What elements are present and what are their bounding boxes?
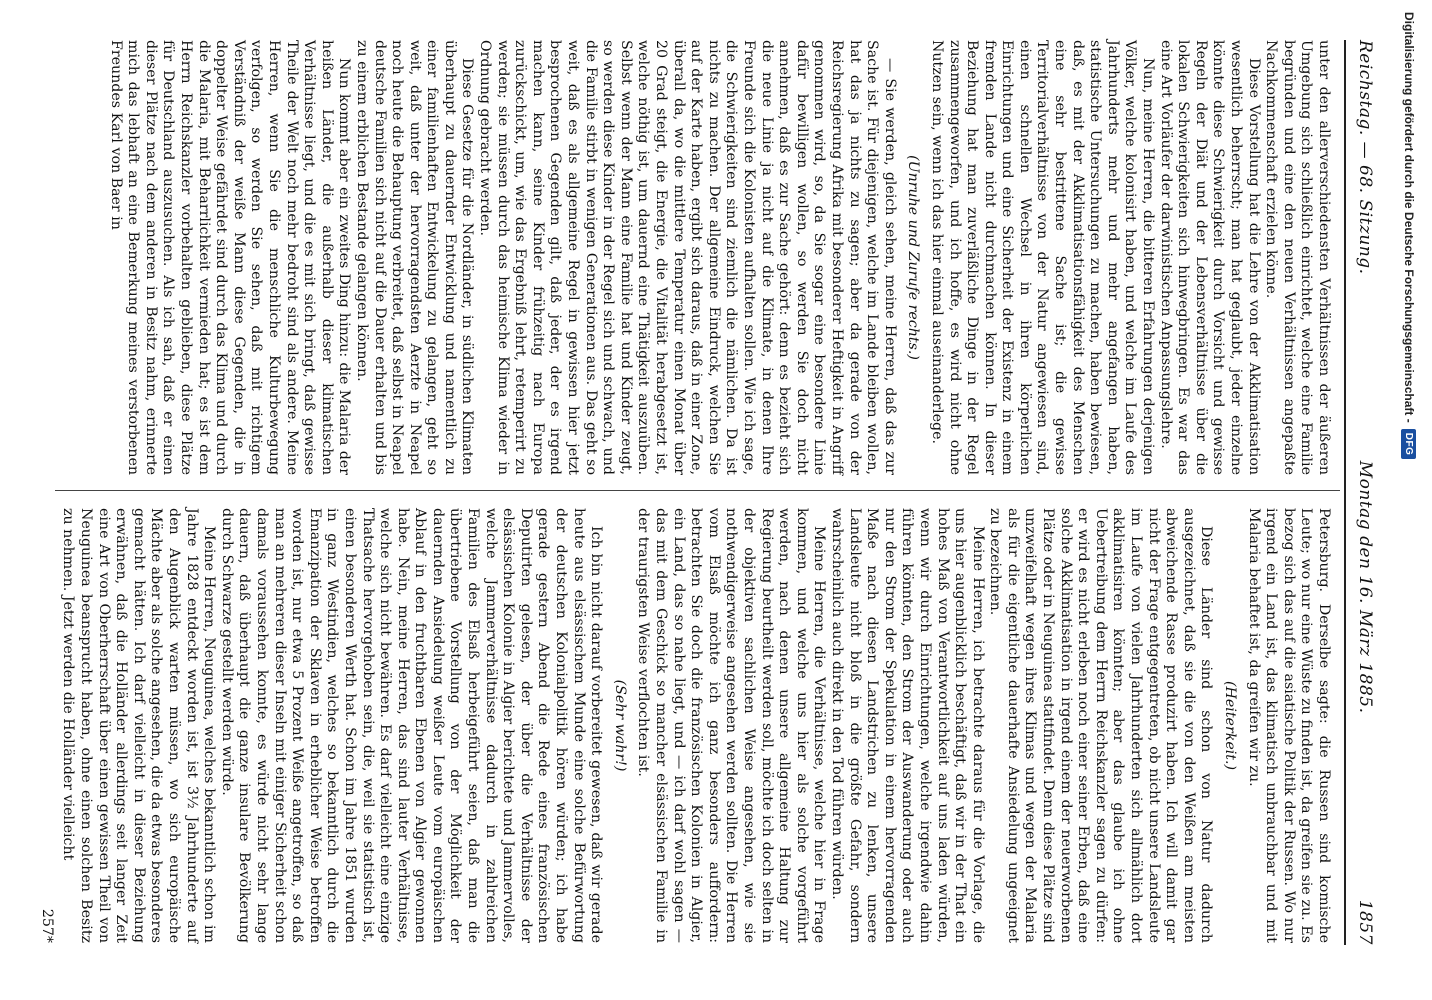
header-date: Montag den 16. März 1885.: [1355, 460, 1375, 714]
paragraph: — Sie werden, gleich sehen, meine Herren, daß das zur Sache ist. Für diejenigen, welche im Lande bleiben wollen, hat das ja nichts zu sagen; aber da gerade von der Reichsregierung Afrika mit besonderer Heftigkeit in Angriff genommen wird, so, da Sie sogar eine besondere Linie dafür bewilligen wollen, so werden Sie doch nicht annehmen, daß es zur Sache gehört: denn es bezieht sich die neue Linie ja nicht auf die Klimate, in denen Ihre Freunde sich die Kolonisten aufhalten sollen. Wie ich sage, die Schwierigkeiten sind ziemlich die nämlichen. Da ist nichts zu machen. Der allgemeine Eindruck, welchen Sie auf der Karte haben, ergibt sich daraus, daß in einer Zone, überall da, wo die mittlere Temperatur einen Monat über 20 Grad steigt, die Energie, die Vitalität herabgesetzt ist, welche nöthig ist, um dauernd eine Thätigkeit auszuüben. Selbst wenn der Mann eine Familie hat und Kinder zeugt, so werden diese Kinder in der Regel sich und schwach, und die Familie stirbt in wenigen Generationen aus. Das geht so weit, daß es als allgemeine Regel in gewissen hier jetzt besprochenen Gegenden gilt, daß jeder, der es irgend machen kann, seine Kinder frühzeitig nach Europa zurückschickt, um, wie das Ergebniß lehrt, retemperirt zu werden; sie müssen durch das heimische Klima wieder in Ordnung gebracht werden.: [477, 40, 898, 475]
paragraph: Diese Länder sind schon von Natur dadurch ausgezeichnet, daß sie die von den Weißen am meisten abweichende Rasse produzirt haben. Ich will damit gar nicht der Frage entgegentreten, ob nicht unsere Landsleute im Laufe von vielen Jahrhunderten sich allmählich dort akklimatisiren könnten; aber das glaube ich ohne Uebertreibung dem Herrn Reichskanzler sagen zu dürfen: er wird es nicht erleben noch einer seiner Erben, daß eine solche Akklimatisation in irgend einem der neuerworbenen Plätze oder in Neuguinea stattfindet. Denn diese Plätze sind unzweifelhaft wegen ihres Klimas und wegen der Malaria als für die eigentliche dauerhafte Ansiedelung ungeeignet zu bezeichnen.: [987, 508, 1215, 943]
rotated-document-page: [38, 40, 1380, 945]
interjection: (Heiterkeit.): [1222, 681, 1239, 770]
right-column: [38, 508, 1332, 943]
interjection: (Sehr wahr!): [611, 679, 628, 772]
paragraph: Meine Herren, die Verhältnisse, welche hier in Frage kommen, und welche uns hier als solche vorgeführt werden, nach denen unsere allgemeine Haltung zur Regierung beurtheilt werden soll, möchte ich doch selten in der objektiven sachlichen Weise angesehen, wie sie nothwendigerweise angesehen werden sollten. Die Herren vom Elsaß möchte ich ganz besonders auffordern: betrachten Sie doch die französischen Kolonien in Algier, ein Land, das so nahe liegt, und — ich darf wohl sagen — das mit dem Geschick so mancher elsässischen Familie in der traurigsten Weise verflochten ist.: [635, 508, 828, 943]
header-session: Reichstag. — 68. Sitzung.: [1355, 40, 1375, 275]
signature-mark: 257*: [38, 908, 55, 943]
paragraph: Petersburg. Derselbe sagte: die Russen sind komische Leute; wo nur eine Wüste zu finden ist, da greifen sie zu. Es bezog sich das auf die asiatische Politik der Russen. Wo nur irgend ein Land ist, das klimatisch unbrauchbar und mit Malaria behaftet ist, da greifen wir zu.: [1245, 508, 1332, 943]
paragraph: Nun, meine Herren, die bitteren Erfahrungen derjenigen Völker, welche kolonisirt haben, und welche im Laufe des Jahrhunderts mehr und mehr angefangen haben, statistische Untersuchungen zu machen, haben bewiesen, daß, es mit der Akklimatisationsfähigkeit des Menschen eine sehr bestrittene Sache ist; die gewisse Territorialverhältnisse von der Natur angewiesen sind, einen schnellen Wechsel in ihren körperlichen Einrichtungen und eine Sicherheit der Existenz in einem fremden Lande nicht durchmachen können. In dieser Beziehung hat man zuverläßliche Dinge in der Regel zusammengeworfen, und ich hoffe, es wird nicht ohne Nutzen sein, wenn ich das hier einmal auseinanderlege.: [928, 40, 1157, 475]
paragraph: Meine Herren, ich betrachte daraus für die Vorlage, die uns hier augenblicklich beschäftigt, daß wir in der That ein hohes Maß von Verantwortlichkeit auf uns laden würden, wenn wir durch Einrichtungen, welche irgendwie dahin führen könnten, den Strom der Auswanderung oder auch nur den Strom der Spekulation in einem hervorragenden Maße nach diesen Landstrichen zu lenken, unsere Landsleute nicht bloß in die größte Gefahr, sondern wahrscheinlich auch direkt in den Tod führen würden.: [828, 508, 986, 943]
paragraph: Ich bin nicht darauf vorbereitet gewesen, daß wir gerade heute aus elsässischem Munde eine solche Befürwortung der deutschen Kolonialpolitik hören würden; ich habe gerade gestern Abend die Rede eines französischen Deputirten gelesen, der über die Verhältnisse der elsässischen Kolonie in Algier berichtete und Jammervolles, welche Jammerverhältnisse dadurch in zahlreichen Familien des Elsaß herbeigeführt seien, daß man die übertriebene Vorstellung von der Möglichkeit der dauernden Ansiedelung weißer Leute vom europäischen Ablauf in den fruchtbaren Ebenen von Algier gewonnen habe. Nein, meine Herren, das sind lauter Verhältnisse, welche sich nicht bewähren. Es darf vielleicht eine einzige Thatsache hervorgehoben sein, die, weil sie statistisch ist, einen besonderen Werth hat. Schon im Jahre 1851 wurden in ganz Westindien, welches so bekanntlich durch die Emanzipation der Sklaven in erheblicher Weise betroffen worden ist, nur etwa 5 Prozent Weiße angetroffen, so daß man an mehreren dieser Inseln mit einiger Sicherheit schon damals voraussehen konnte, es würde nicht sehr lange dauern, daß überhaupt die ganze insulare Bevölkerung durch Schwarze gestellt werden würde.: [218, 508, 605, 943]
paragraph: Diese Gesetze für die Nordländer, in südlichen Klimaten überhaupt zu dauernder Entwicklung und namentlich zu einer familienhaften Entwickelung zu gelangen, geht so weit, daß unter der hervorragendsten Aerzte in Neapel noch heute die Behauptung verbreitet, daß selbst in Neapel deutsche Familien sich nicht auf die Dauer erhalten und bis zu einem erblichen Bestande gelangen können.: [353, 40, 476, 475]
left-column: [52, 40, 1332, 475]
interjection: (Unruhe und Zurufe rechts.): [905, 155, 922, 360]
running-head: [1350, 40, 1380, 945]
header-rule: [1344, 40, 1346, 945]
paragraph: Diese Vorstellung hat die Lehre von der Akklimatisation wesentlich beherrscht; man hat geglaubt, jeder einzelne könnte diese Schwierigkeit durch Vorsicht und gewisse Regeln der Diät und der Lebensverhältnisse über die lokalen Schwierigkeiten sich hinwegbringen. Es war das eine Art Vorläufer der darwinistischen Anpassungslehre.: [1157, 40, 1262, 475]
digitization-credit: [1394, 12, 1428, 988]
column-divider: [55, 490, 1340, 491]
credit-text: Digitalisierung gefördert durch die Deutsche Forschungsgemeinschaft -: [1402, 12, 1416, 423]
paragraph: unter den allerverschiedensten Verhältnissen der äußeren Umgebung sich schließlich einrichtet, welche eine Familie begründen und eine den neuen Verhältnissen angepaßte Nachkommenschaft erzielen könne.: [1263, 40, 1332, 475]
paragraph: Nun kommt aber ein zweites Ding hinzu: die Malaria der heißen Länder, die außerhalb dieser klimatischen Verhältnisse liegt, und die es mit sich bringt, daß gewisse Theile der Welt noch mehr bedroht sind als andere. Meine Herren, wenn Sie die menschliche Kulturbewegung verfolgen, so werden Sie sehen, daß mit richtigem Verständniß der weiße Mann diese Gegenden, die in doppelter Weise gefährdet sind durch das Klima und durch die Malaria, mit Beharrlichkeit vermieden hat; es ist dem Herrn Reichskanzler vorbehalten geblieben, diese Plätze für Deutschland auszusuchen. Als ich sah, daß er einen dieser Plätze nach dem anderen in Besitz nahm, erinnerte mich das lebhaft an eine Bemerkung meines verstorbenen Freundes Karl von Baer in: [107, 40, 353, 475]
header-page-number: 1857: [1355, 899, 1375, 945]
paragraph: Meine Herren, Neuguinea, welches bekanntlich schon im Jahre 1828 entdeckt worden ist, ist 3½ Jahrhunderte auf den Augenblick warten müssen, wo sich europäische Mächte aber als solche angesehen, die da etwas besonderes gemacht hätten. Ich darf vielleicht in dieser Beziehung erwähnen, daß die Holländer allerdings seit langer Zeit eine Art von Oberherrschaft über einen gewissen Theil von Neuguinea beansprucht haben, ohne einen solchen Besitz zu nehmen. Jetzt werden die Holländer vielleicht: [60, 508, 218, 943]
dfg-logo: DFG: [1402, 429, 1417, 460]
